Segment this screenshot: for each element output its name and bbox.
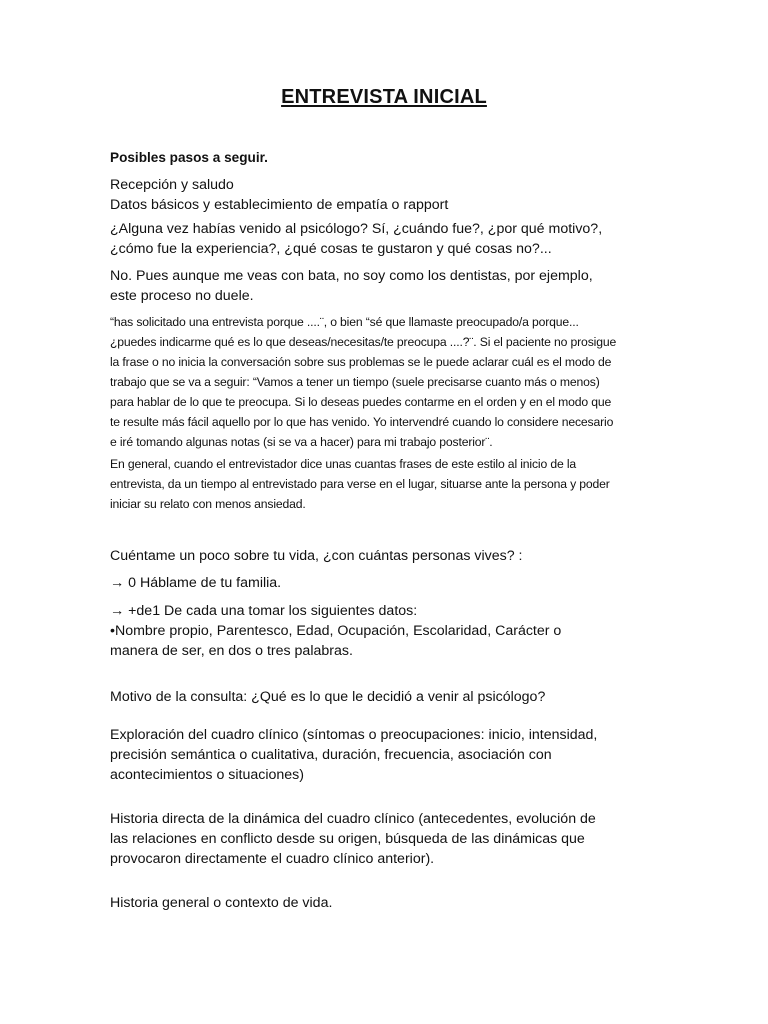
paragraph-line: e iré tomando algunas notas (si se va a hacer) para mi trabajo posterior¨. bbox=[110, 435, 493, 449]
paragraph-line: precisión semántica o cualitativa, duración, frecuencia, asociación con bbox=[110, 747, 552, 763]
steps-line: Recepción y saludo bbox=[110, 177, 234, 193]
steps-line: Datos básicos y establecimiento de empatía o rapport bbox=[110, 197, 449, 213]
paragraph-line: este proceso no duele. bbox=[110, 288, 254, 304]
history-general-paragraph: Historia general o contexto de vida. bbox=[110, 895, 333, 911]
paragraph-line: ¿Alguna vez habías venido al psicólogo? Sí, ¿cuándo fue?, ¿por qué motivo?, bbox=[110, 221, 603, 237]
paragraph-line: la frase o no inicia la conversación sobre sus problemas se le puede aclarar cuál es el modo de bbox=[110, 355, 612, 369]
life-question: Cuéntame un poco sobre tu vida, ¿con cuántas personas vives? : bbox=[110, 548, 523, 564]
history-direct-paragraph bbox=[110, 809, 658, 869]
paragraph-line: Historia directa de la dinámica del cuadro clínico (antecedentes, evolución de bbox=[110, 811, 596, 827]
paragraph-line: “has solicitado una entrevista porque ....¨, o bien “sé que llamaste preocupado/a porque... bbox=[110, 315, 579, 329]
paragraph-line: ¿puedes indicarme qué es lo que deseas/necesitas/te preocupa ....?¨. Si el paciente no prosigue bbox=[110, 335, 617, 349]
paragraph-line: No. Pues aunque me veas con bata, no soy como los dentistas, por ejemplo, bbox=[110, 268, 593, 284]
paragraph-line: las relaciones en conflicto desde su origen, búsqueda de las dinámicas que bbox=[110, 831, 585, 847]
steps-paragraph bbox=[110, 175, 658, 215]
paragraph-line: trabajo que se va a seguir: “Vamos a tener un tiempo (suele precisarse cuanto más o menos) bbox=[110, 375, 600, 389]
reason-paragraph: Motivo de la consulta: ¿Qué es lo que le decidió a venir al psicólogo? bbox=[110, 689, 546, 705]
paragraph-line: → +de1 De cada una tomar los siguientes datos: bbox=[110, 603, 418, 619]
page-title: ENTREVISTA INICIAL bbox=[281, 86, 487, 108]
paragraph-line: para hablar de lo que te preocupa. Si lo deseas puedes contarme en el orden y en el modo que bbox=[110, 395, 612, 409]
subheading: Posibles pasos a seguir. bbox=[110, 150, 268, 165]
paragraph-line: entrevista, da un tiempo al entrevistado para verse en el lugar, situarse ante la persona y poder bbox=[110, 477, 610, 491]
exploration-paragraph bbox=[110, 725, 658, 785]
family-item: → 0 Háblame de tu familia. bbox=[110, 575, 282, 591]
paragraph-line: acontecimientos o situaciones) bbox=[110, 767, 304, 783]
paragraph-line: En general, cuando el entrevistador dice unas cuantas frases de este estilo al inicio de la bbox=[110, 457, 577, 471]
previous-visit-paragraph bbox=[110, 219, 658, 259]
paragraph-line: provocaron directamente el cuadro clínico anterior). bbox=[110, 851, 435, 867]
data-each-paragraph bbox=[110, 601, 658, 661]
paragraph-line: ¿cómo fue la experiencia?, ¿qué cosas te gustaron y qué cosas no?... bbox=[110, 241, 552, 257]
general-note-paragraph bbox=[110, 454, 658, 514]
paragraph-line: manera de ser, en dos o tres palabras. bbox=[110, 643, 353, 659]
paragraph-line: •Nombre propio, Parentesco, Edad, Ocupación, Escolaridad, Carácter o bbox=[110, 623, 562, 639]
intro-quote-paragraph bbox=[110, 312, 658, 452]
paragraph-line: te resulte más fácil aquello por lo que has venido. Yo intervendré cuando lo considere necesario bbox=[110, 415, 614, 429]
paragraph-line: iniciar su relato con menos ansiedad. bbox=[110, 497, 306, 511]
no-pain-paragraph bbox=[110, 266, 658, 306]
paragraph-line: Exploración del cuadro clínico (síntomas o preocupaciones: inicio, intensidad, bbox=[110, 727, 598, 743]
